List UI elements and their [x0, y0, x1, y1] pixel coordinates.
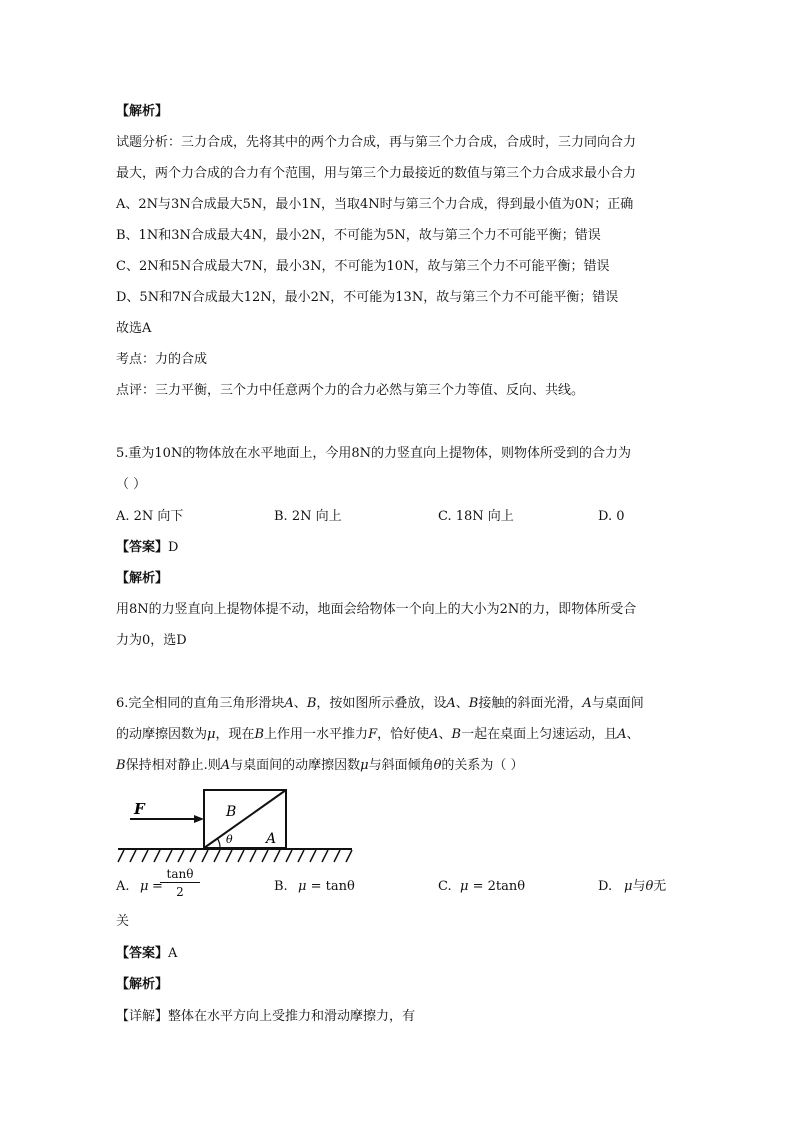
var-a: A [617, 727, 627, 742]
stem-text: 的动摩擦因数为 [116, 727, 208, 742]
stem-text: 接触的斜面光滑， [478, 696, 583, 711]
answer-value: A [168, 946, 178, 961]
answer-value: D [168, 540, 179, 555]
var-theta: θ [645, 879, 654, 894]
analysis-line: 试题分析：三力合成，先将其中的两个力合成，再与第三个力合成，合成时，三力同向合力 [116, 135, 637, 150]
var-a: A [429, 727, 439, 742]
label-theta: θ [226, 833, 233, 846]
dianping-line: 点评：三力平衡，三个力中任意两个力的合力必然与第三个力等值、反向、共线。 [116, 383, 585, 398]
label-a: A [266, 831, 277, 847]
option-text: 无 [653, 879, 667, 894]
angle-arc [217, 838, 220, 848]
option-analysis-c: C、2N和5N合成最大7N，最小3N，不可能为10N，故与第三个力不可能平衡；错误 [116, 259, 610, 274]
q6-answer [116, 944, 177, 964]
q5-option-d: D. 0 [598, 509, 625, 524]
var-a: A [284, 696, 294, 711]
ground-hatching [118, 850, 352, 862]
fraction-denominator: 2 [176, 885, 184, 899]
option-expr: = tanθ [310, 879, 355, 894]
stem-text: 上作用一水平推力 [264, 727, 369, 742]
q6-option-d-wrap: 关 [116, 914, 130, 929]
stem-text: 保持相对静止.则 [125, 758, 221, 773]
q6-option-d-label: D. [598, 879, 613, 894]
var-mu: μ [460, 879, 469, 894]
stem-text: 一起在桌面上匀速运动，且 [461, 727, 618, 742]
var-a: A [220, 758, 231, 773]
q5-option-c: C. 18N 向上 [438, 509, 514, 524]
q6-option-a-mu: μ [140, 879, 149, 894]
q6-option-a-eq: = [152, 879, 163, 894]
option-analysis-b: B、1N和3N合成最大4N，最小2N，不可能为5N，故与第三个力不可能平衡；错误 [116, 228, 601, 243]
stem-text: 与斜面倾角 [368, 758, 434, 773]
var-b: B [306, 696, 317, 711]
solution-heading: 【解析】 [116, 104, 169, 119]
var-mu: μ [624, 879, 633, 894]
var-mu: μ [298, 879, 307, 894]
var-mu: μ [360, 758, 369, 773]
stem-text: 与桌面间的动摩擦因数 [230, 758, 361, 773]
option-analysis-d: D、5N和7N合成最大12N，最小2N，不可能为13N，故与第三个力不可能平衡；错误 [116, 290, 619, 305]
fraction-numerator: tanθ [160, 866, 200, 883]
analysis-line: 最大，两个力合成的合力有个范围，用与第三个力最接近的数值与第三个力合成求最小合力 [116, 166, 637, 181]
answer-label: 【答案】 [116, 946, 169, 961]
question-5-stem: 5.重为10N的物体放在水平地面上，今用8N的力竖直向上提物体，则物体所受到的合力为 [116, 446, 631, 461]
var-a: A [582, 696, 592, 711]
question-6-stem-line2 [116, 725, 640, 745]
q5-analysis-heading: 【解析】 [116, 571, 169, 586]
var-theta: θ [433, 758, 442, 773]
q6-option-c [460, 877, 525, 897]
var-b: B [451, 727, 462, 742]
var-b: B [254, 727, 265, 742]
q5-option-b: B. 2N 向上 [274, 509, 342, 524]
question-6-stem-line3 [116, 756, 524, 776]
kaodian-line: 考点：力的合成 [116, 352, 208, 367]
var-f: F [368, 727, 378, 742]
q6-option-c-label: C. [438, 879, 452, 894]
var-mu: μ [207, 727, 216, 742]
stem-text: ，按如图所示叠放，设 [316, 696, 447, 711]
q6-option-d [624, 877, 666, 897]
q6-analysis-heading: 【解析】 [116, 977, 169, 992]
force-arrow-head [194, 815, 204, 823]
stem-text: ，恰好使 [377, 727, 430, 742]
q6-detail-line: 【详解】整体在水平方向上受推力和滑动摩擦力，有 [116, 1009, 416, 1024]
question-6-stem-line1 [116, 694, 644, 714]
q6-option-a-fraction [160, 866, 200, 901]
stem-text: ，现在 [215, 727, 255, 742]
q5-option-a: A. 2N 向下 [116, 509, 184, 524]
label-f: F [134, 800, 145, 818]
stem-text: 6.完全相同的直角三角形滑块 [116, 696, 285, 711]
stem-text: 、 [438, 727, 452, 742]
var-b: B [116, 758, 126, 773]
question-5-paren: （ ） [116, 477, 147, 492]
label-b: B [226, 804, 237, 820]
answer-label: 【答案】 [116, 540, 169, 555]
q5-analysis-line: 用8N的力竖直向上提物体提不动，地面会给物体一个向上的大小为2N的力，即物体所受合 [116, 602, 637, 617]
stem-text: 、 [626, 727, 640, 742]
var-b: B [468, 696, 479, 711]
option-expr: = 2tanθ [472, 879, 526, 894]
stem-text: 与桌面间 [591, 696, 644, 711]
q6-option-b-label: B. [274, 879, 288, 894]
var-a: A [446, 696, 456, 711]
q5-analysis-line: 力为0，选D [116, 633, 187, 648]
stem-text: 、 [293, 696, 307, 711]
stacked-wedges-figure [116, 786, 356, 866]
stem-text: 、 [455, 696, 469, 711]
option-text: 与 [632, 879, 646, 894]
stem-text: 的关系为（ ） [441, 758, 524, 773]
option-analysis-a: A、2N与3N合成最大5N，最小1N，当取4N时与第三个力合成，得到最小值为0N；正确 [116, 197, 634, 212]
q6-option-b [298, 877, 355, 897]
q6-option-a-label: A. [116, 879, 130, 894]
choice-line: 故选A [116, 321, 152, 336]
q5-answer [116, 538, 178, 558]
